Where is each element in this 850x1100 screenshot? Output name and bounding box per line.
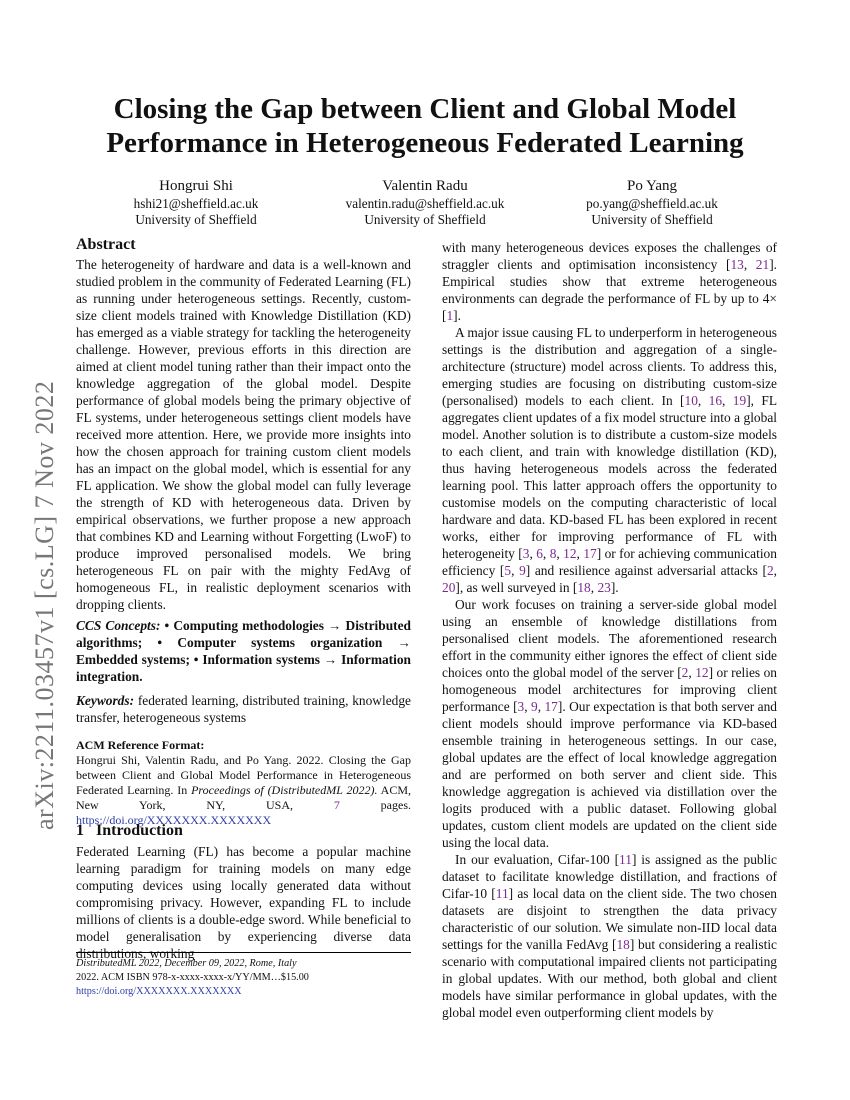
author-block xyxy=(542,177,762,228)
citation-link[interactable]: 12 xyxy=(563,546,577,561)
citation-link[interactable]: 1 xyxy=(446,308,454,323)
abstract-section xyxy=(76,236,411,613)
citation-link[interactable]: 21 xyxy=(755,257,770,272)
author-block xyxy=(315,177,535,228)
introduction-section xyxy=(76,822,411,962)
doi-link[interactable]: https://doi.org/XXXXXXX.XXXXXXX xyxy=(76,813,272,827)
arxiv-identifier: arXiv:2211.03457v1 [cs.LG] 7 Nov 2022 xyxy=(30,380,59,830)
ccs-label: CCS Concepts: xyxy=(76,618,161,633)
citation-link[interactable]: 17 xyxy=(583,546,597,561)
citation-link[interactable]: 16 xyxy=(708,393,723,408)
author-name: Hongrui Shi xyxy=(159,178,233,194)
paragraph: In our evaluation, Cifar-100 [11] is assigned as the public dataset to facilitate knowledge distillation, and fractions of Cifar-10 [11] as local data on the client side. The two chosen datasets are disjoint to strengthen the data privacy characteristic of our solution. We simulate non-IID local data settings for the vanilla FedAvg [18] but considering a realistic scenario with computational impaired clients not participating in global updates. With our method, both global and client models have similar performance in global updates, with the global model even outperforming client models by xyxy=(442,852,777,1020)
paragraph: A major issue causing FL to underperform in heterogeneous settings is the distribution and aggregation of a single-architecture (structure) model across clients. To address this, emerging studies are focusing on distributing custom-size (personalised) models to each client. In [10, 16, 19], FL aggregates client updates of a fix model structure into a global model. Another solution is to distribute a custom-size models to each client, and train with knowledge distillation (KD), thus having heterogeneous models across the federated learning pool. This latter approach offers the opportunity to customise models on the computing characteristic of local hardware and data. KD-based FL has been explored in recent works, either for improving performance of FL with heterogeneity [3, 6, 8, 12, 17] or for achieving communication efficiency [5, 9] and resilience against adversarial attacks [2, 20], as well surveyed in [18, 23]. xyxy=(442,325,778,595)
author-affiliation: University of Sheffield xyxy=(591,212,713,227)
abstract-text: The heterogeneity of hardware and data is a well-known and studied problem in the community of Federated Learning (FL) as running under heterogeneous settings. Recently, custom-size client models trained with Knowledge Distillation (KD) has emerged as a viable strategy for tackling the heterogeneity challenge. However, previous efforts in this direction are aimed at client model tuning rather than their impact onto the knowledge aggregation of the global model. Despite performance of global models being the primary objective of FL systems, under heterogeneous settings client models have received more attention. Here, we provide more insights into how the chosen approach for training custom client models has an impact on the global model, which is essential for any FL application. We show the global model can fully leverage the strength of KD with heterogeneous data. Driven by empirical observations, we further propose a new approach that combines KD and Learning without Forgetting (LwoF) to produce improved personalised models. We bring heterogeneous FL on pair with the mighty FedAvg of homogeneous FL, in realistic deployment scenarios with dropping clients. xyxy=(76,257,411,612)
citation-link[interactable]: 10 xyxy=(684,393,698,408)
citation-link[interactable]: 9 xyxy=(519,563,526,578)
paragraph: with many heterogeneous devices exposes the challenges of straggler clients and optimisation inconsistency [13, 21]. Empirical studies show that extreme heterogeneous environments can degrade the performance of FL by up to 4× [1]. xyxy=(442,240,777,323)
citation-link[interactable]: 3 xyxy=(522,546,530,561)
citation-link[interactable]: 12 xyxy=(695,665,709,680)
citation-link[interactable]: 5 xyxy=(504,563,512,578)
keywords xyxy=(76,692,411,726)
acm-reference: ACM Reference Format: Hongrui Shi, Valentin Radu, and Po Yang. 2022. Closing the Gap between Client and Global Model Performance in Heterogeneous Federated Learning. In Proceedings of (DistributedML 2022). ACM, New York, NY, USA, 7 pages. https://doi.org/XXXXXXX.XXXXXXX xyxy=(76,738,411,827)
citation-link[interactable]: 8 xyxy=(549,546,557,561)
ccs-concepts xyxy=(76,617,411,685)
citation-link[interactable]: 6 xyxy=(536,546,543,561)
section-heading: 1 Introduction xyxy=(76,822,183,839)
intro-text: Federated Learning (FL) has become a popular machine learning paradigm for training models on many edge computing devices using locally generated data without compromising privacy. However, expanding FL to include millions of clients is a double-edge sword. While beneficial to model generalisation by experiencing diverse data distributions, working xyxy=(76,844,411,961)
citation-link[interactable]: 2 xyxy=(766,563,774,578)
author-email: po.yang@sheffield.ac.uk xyxy=(586,196,718,211)
acm-ref-heading: ACM Reference Format: xyxy=(76,738,205,752)
keywords-text: federated learning, distributed training, knowledge transfer, heterogeneous systems xyxy=(76,693,411,725)
author-block xyxy=(86,177,306,228)
citation-link[interactable]: 19 xyxy=(732,393,747,408)
ccs-text: • Computing methodologies → Distributed algorithms; • Computer systems organization → Embedded systems; • Information systems → Information integration. xyxy=(76,618,411,684)
citation-link[interactable]: 18 xyxy=(616,937,630,952)
citation-link[interactable]: 18 xyxy=(577,580,591,595)
pages-link[interactable]: 7 xyxy=(333,798,340,812)
author-email: valentin.radu@sheffield.ac.uk xyxy=(345,196,505,211)
author-name: Valentin Radu xyxy=(382,178,468,194)
citation-link[interactable]: 2 xyxy=(681,665,689,680)
paper-title: Closing the Gap between Client and Global Model Performance in Heterogeneous Federated Learning xyxy=(106,93,744,159)
author-affiliation: University of Sheffield xyxy=(364,212,486,227)
citation-link[interactable]: 23 xyxy=(597,580,611,595)
author-email: hshi21@sheffield.ac.uk xyxy=(133,196,259,211)
keywords-label: Keywords: xyxy=(76,693,135,708)
citation-link[interactable]: 17 xyxy=(544,699,558,714)
isbn-line: 2022. ACM ISBN 978-x-xxxx-xxxx-x/YY/MM…$15.00 xyxy=(76,972,309,983)
citation-link[interactable]: 3 xyxy=(517,699,525,714)
citation-link[interactable]: 9 xyxy=(531,699,538,714)
footer-doi-link[interactable]: https://doi.org/XXXXXXX.XXXXXXX xyxy=(76,986,242,997)
page-footer xyxy=(76,952,411,999)
venue-line: DistributedML 2022, December 09, 2022, Rome, Italy xyxy=(76,958,297,969)
citation-link[interactable]: 20 xyxy=(442,580,456,595)
citation-link[interactable]: 11 xyxy=(619,852,632,867)
abstract-heading: Abstract xyxy=(76,236,136,253)
author-name: Po Yang xyxy=(626,178,678,194)
intro-continued xyxy=(442,239,777,1021)
citation-link[interactable]: 13 xyxy=(730,257,744,272)
author-affiliation: University of Sheffield xyxy=(135,212,257,227)
paragraph: Our work focuses on training a server-side global model using an ensemble of knowledge distillations from personalised client models. The aforementioned research effort in the community either ignores the effect of client side choices onto the global model of the server [2, 12] or relies on homogeneous model architectures for improving client performance [3, 9, 17]. Our expectation is that both server and client models should improve performance via KD-based ensemble training in heterogeneous settings. In our case, global updates are the effect of local knowledge aggregation and are performed on both server and client side. This knowledge aggregation is achieved via distillation over the logits produced with a public dataset. Following global updates, custom client models are updated on the client side using the local data. xyxy=(442,597,777,850)
citation-link[interactable]: 11 xyxy=(495,886,509,901)
